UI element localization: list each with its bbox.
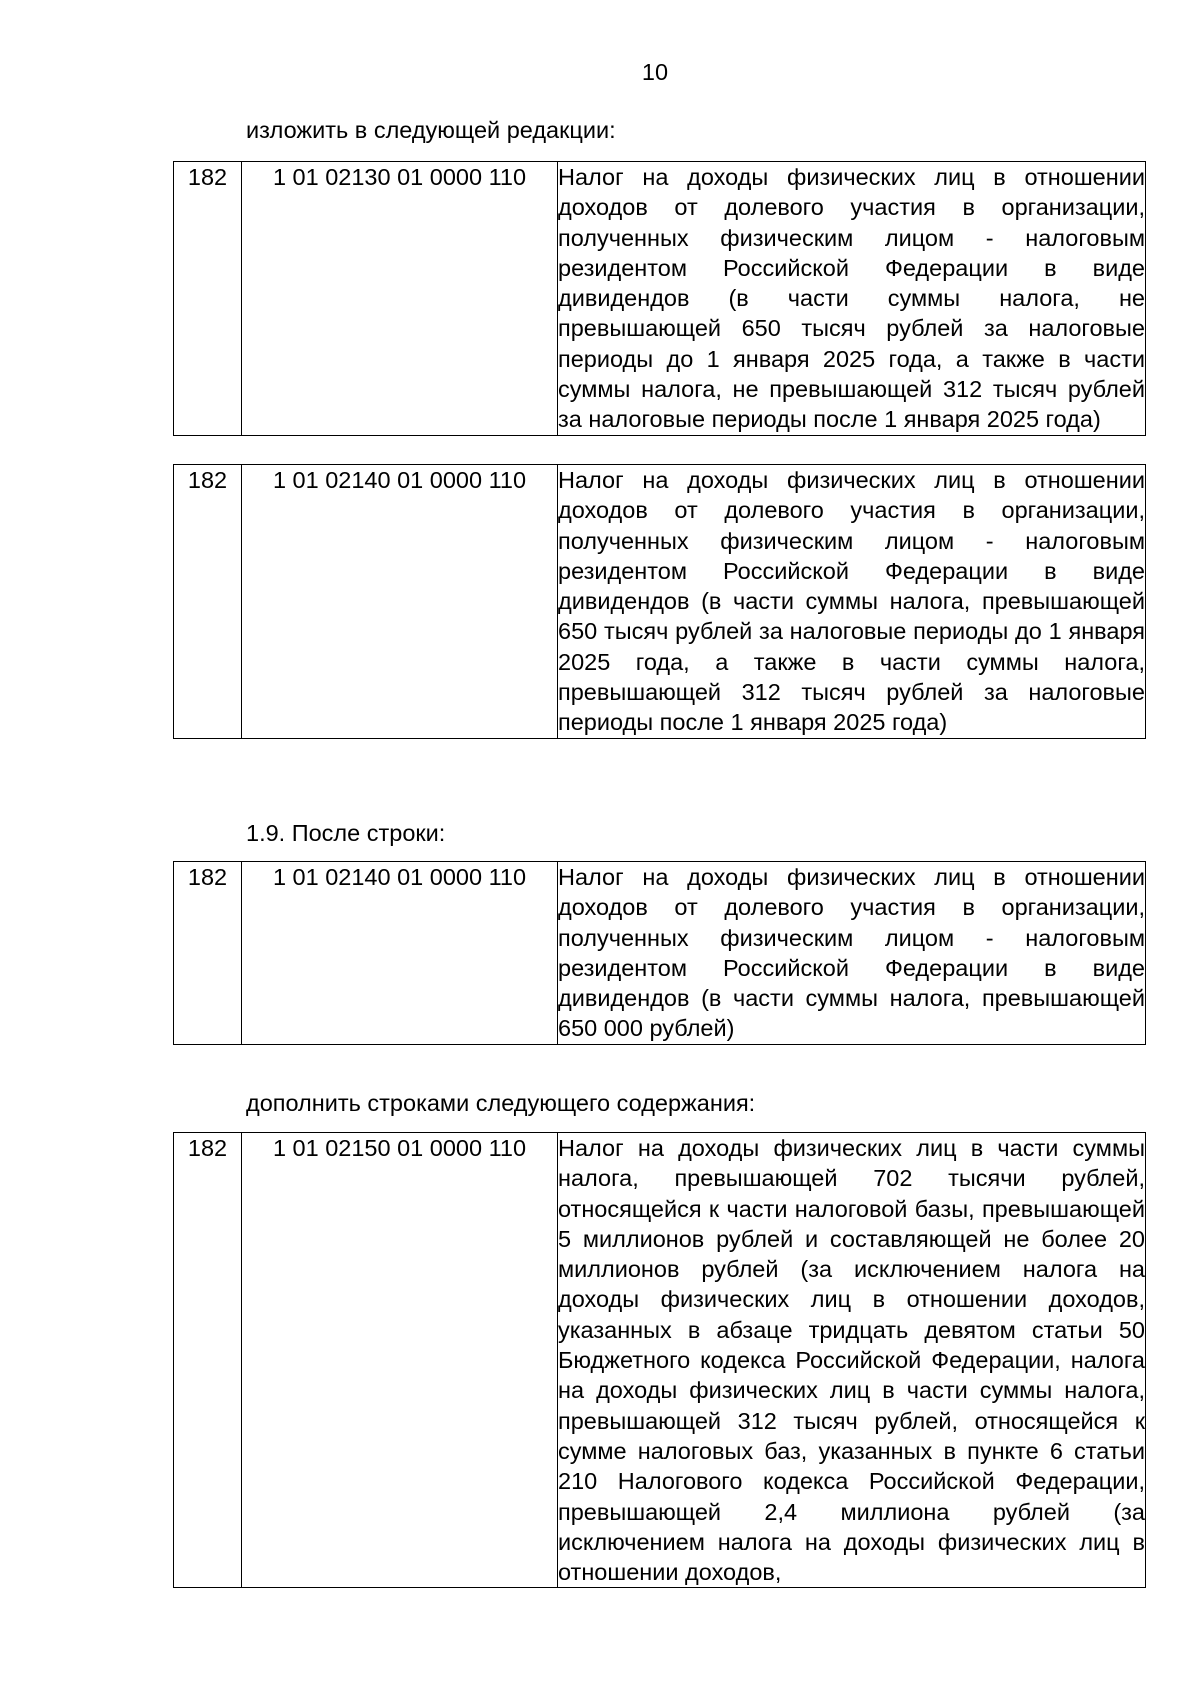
table-row	[174, 162, 1146, 436]
section-2-intro: 1.9. После строки:	[246, 820, 446, 846]
table-cell-kbk: 1 01 02140 01 0000 110	[242, 465, 558, 739]
table-row	[174, 1133, 1146, 1588]
table-cell-description: Налог на доходы физических лиц в отношении доходов от долевого участия в организации, полученных физическим лицом - налоговым резидентом Российской Федерации в виде дивидендов (в части суммы налога, превышающей 650 тысяч рублей за налоговые периоды до 1 января 2025 года, а также в части суммы налога, превышающей 312 тысяч рублей за налоговые периоды после 1 января 2025 года)	[558, 465, 1146, 739]
section-1-table-row-2	[173, 464, 1146, 739]
section-1-table-row-1	[173, 161, 1146, 436]
table-cell-description: Налог на доходы физических лиц в части суммы налога, превышающей 702 тысячи рублей, относящейся к части налоговой базы, превышающей 5 миллионов рублей и составляющей не более 20 миллионов рублей (за исключением налога на доходы физических лиц в отношении доходов, указанных в абзаце тридцать девятом статьи 50 Бюджетного кодекса Российской Федерации, налога на доходы физических лиц в части суммы налога, превышающей 312 тысяч рублей, относящейся к сумме налоговых баз, указанных в пункте 6 статьи 210 Налогового кодекса Российской Федерации, превышающей 2,4 миллиона рублей (за исключением налога на доходы физических лиц в отношении доходов,	[558, 1133, 1146, 1588]
table-cell-kbk: 1 01 02130 01 0000 110	[242, 162, 558, 436]
section-1-intro: изложить в следующей редакции:	[246, 117, 616, 143]
section-3-table	[173, 1132, 1146, 1588]
table-cell-code: 182	[174, 162, 242, 436]
table-row	[174, 862, 1146, 1045]
table-cell-description: Налог на доходы физических лиц в отношении доходов от долевого участия в организации, полученных физическим лицом - налоговым резидентом Российской Федерации в виде дивидендов (в части суммы налога, не превышающей 650 тысяч рублей за налоговые периоды до 1 января 2025 года, а также в части суммы налога, не превышающей 312 тысяч рублей за налоговые периоды после 1 января 2025 года)	[558, 162, 1146, 436]
table-cell-code: 182	[174, 1133, 242, 1588]
table-cell-kbk: 1 01 02150 01 0000 110	[242, 1133, 558, 1588]
section-2-table	[173, 861, 1146, 1045]
table-row	[174, 465, 1146, 739]
page-number: 10	[641, 59, 669, 85]
section-3-intro: дополнить строками следующего содержания:	[246, 1090, 756, 1116]
table-cell-kbk: 1 01 02140 01 0000 110	[242, 862, 558, 1045]
table-cell-code: 182	[174, 862, 242, 1045]
table-cell-code: 182	[174, 465, 242, 739]
table-cell-description: Налог на доходы физических лиц в отношении доходов от долевого участия в организации, полученных физическим лицом - налоговым резидентом Российской Федерации в виде дивидендов (в части суммы налога, превышающей 650 000 рублей)	[558, 862, 1146, 1045]
